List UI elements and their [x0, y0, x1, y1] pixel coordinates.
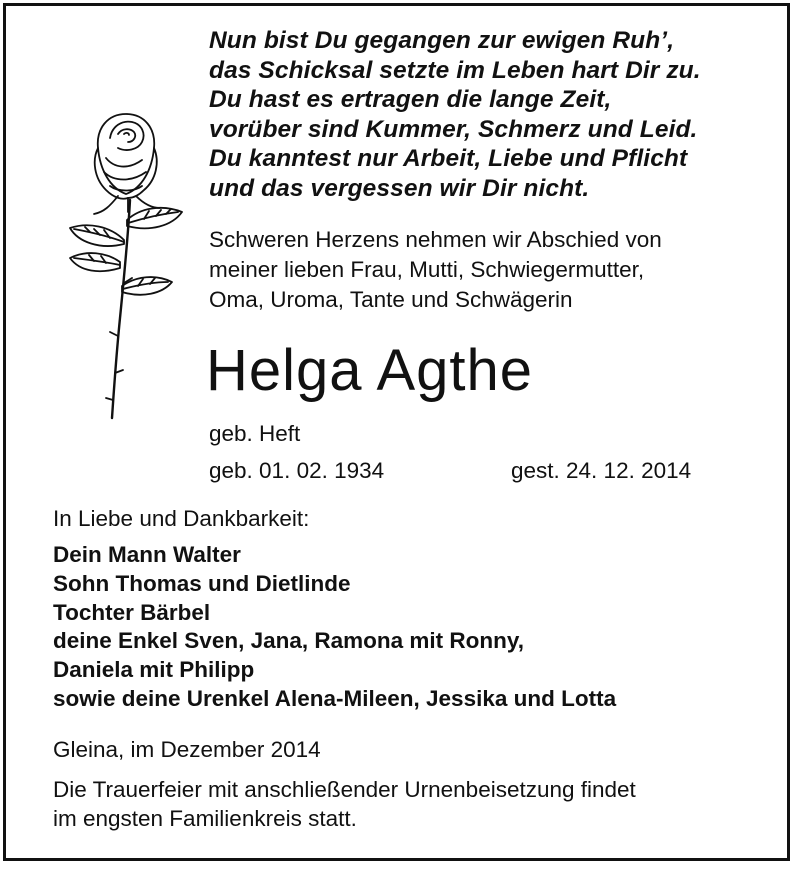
- poem-line: Du hast es ertragen die lange Zeit,: [209, 86, 612, 113]
- intro-line: Schweren Herzens nehmen wir Abschied von: [209, 227, 662, 252]
- mourner-line: Tochter Bärbel: [53, 599, 211, 625]
- poem-line: das Schicksal setzte im Leben hart Dir zu.: [209, 56, 701, 84]
- intro-line: Oma, Uroma, Tante und Schwägerin: [209, 287, 573, 312]
- funeral-line: im engsten Familienkreis statt.: [53, 805, 357, 831]
- funeral-info: [53, 776, 636, 833]
- deceased-name: Helga Agthe: [206, 338, 534, 403]
- mourner-line: Daniela mit Philipp: [53, 657, 255, 683]
- mourner-line: Dein Mann Walter: [53, 542, 241, 567]
- place-date: Gleina, im Dezember 2014: [53, 737, 321, 762]
- poem-line: Du kanntest nur Arbeit, Liebe und Pflicht: [209, 145, 688, 172]
- maiden-name: geb. Heft: [209, 421, 301, 446]
- birth-date: geb. 01. 02. 1934: [209, 458, 385, 483]
- intro-line: meiner lieben Frau, Mutti, Schwiegermutter,: [209, 257, 645, 282]
- death-date: gest. 24. 12. 2014: [511, 458, 692, 483]
- poem-line: Nun bist Du gegangen zur ewigen Ruh’,: [209, 27, 675, 54]
- funeral-line: Die Trauerfeier mit anschließender Urnenbeisetzung findet: [53, 777, 636, 802]
- poem: [209, 26, 701, 203]
- poem-line: und das vergessen wir Dir nicht.: [209, 174, 590, 202]
- mourner-line: sowie deine Urenkel Alena-Mileen, Jessika und Lotta: [53, 685, 617, 711]
- thanks-line: In Liebe und Dankbarkeit:: [53, 506, 310, 531]
- mourner-line: deine Enkel Sven, Jana, Ramona mit Ronny,: [53, 628, 524, 654]
- mourner-line: Sohn Thomas und Dietlinde: [53, 570, 351, 596]
- intro-text: [209, 225, 662, 315]
- poem-line: vorüber sind Kummer, Schmerz und Leid.: [209, 115, 698, 143]
- rose-icon: [48, 108, 198, 428]
- mourners-list: [53, 541, 616, 714]
